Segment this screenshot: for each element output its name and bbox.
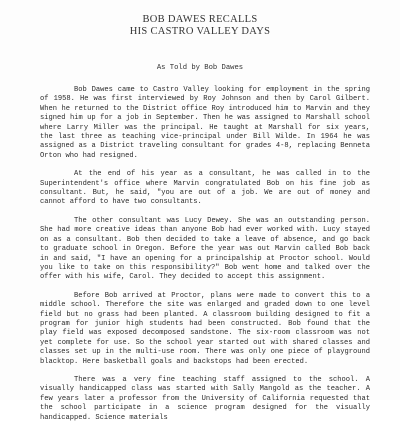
paragraph: Before Bob arrived at Proctor, plans were made to convert this to a middle school. Therefore the site was enlarged and graded down to one level field but no grass had been planted. A classroom building designed to fit a program for junior high students had been constructed. Bob found that the play field was exposed decomposed sandstone. The six-room classroom was not yet complete for use. So the school year started out with shared classes and classes set up in the multi-use room. There was only one piece of playground blacktop. Here basketball goals and backstops had been erected. bbox=[40, 291, 370, 366]
paragraph: The other consultant was Lucy Dewey. She was an outstanding person. She had more creative ideas than anyone Bob had ever worked with. Lucy stayed on as a consultant. Bob then decided to take a leave of absence, and go back to graduate school in Oregon. Before the year was out Marvin called Bob back in and said, "I have an opening for a principalship at Proctor school. Would you like to take on this responsibility?" Bob went home and talked over the offer with his wife, Carol. They decided to accept this assignment. bbox=[40, 216, 370, 282]
document-subtitle: HIS CASTRO VALLEY DAYS bbox=[129, 26, 271, 37]
byline: As Told by Bob Dawes bbox=[156, 64, 244, 72]
paragraph: There was a very fine teaching staff assigned to the school. A visually handicapped class was started with Sally Mangold as the teacher. A few years later a professor from the University of California requested that the school participate in a science program designed for the visually handicapped. Science materials bbox=[40, 375, 370, 422]
document-title: BOB DAWES RECALLS bbox=[142, 14, 258, 25]
document-body bbox=[40, 86, 370, 432]
paragraph: At the end of his year as a consultant, he was called in to the Superintendent's office where Marvin congratulated Bob on his fine job as consultant. But, he said, "you are out of a job. We are out of money and cannot afford to have two consultants. bbox=[40, 170, 370, 207]
paragraph: Bob Dawes came to Castro Valley looking for employment in the spring of 1958. He was first interviewed by Roy Johnson and then by Carol Gilbert. When he returned to the District office Roy introduced him to Marvin and they signed him up for a job in September. Then he was assigned to Marshall school where Larry Miller was the principal. He taught at Marshall for six years, the last three as teaching vice-principal under Bill Wilde. In 1964 he was assigned as a District traveling consultant for grades 4-8, replacing Benneta Orton who had resigned. bbox=[40, 86, 370, 160]
